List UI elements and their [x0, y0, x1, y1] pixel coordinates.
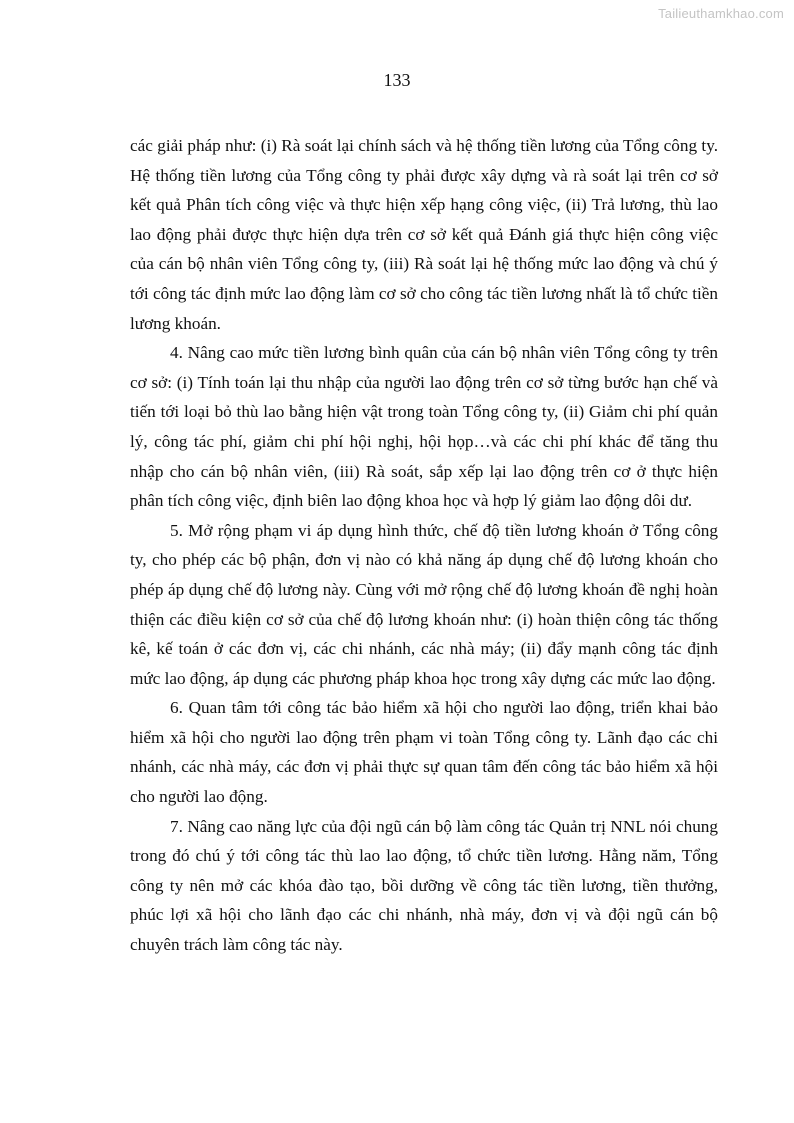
watermark: Tailieuthamkhao.com: [658, 6, 784, 21]
paragraph-item-4: 4. Nâng cao mức tiền lương bình quân của cán bộ nhân viên Tổng công ty trên cơ sở: (i) Tính toán lại thu nhập của người lao động trên cơ sở từng bước hạn chế và tiến tới loại bỏ thù lao bằng hiện vật trong toàn Tổng công ty, (ii) Giảm chi phí quản lý, công tác phí, giảm chi phí hội nghị, hội họp…và các chi phí khác để tăng thu nhập cho cán bộ nhân viên, (iii) Rà soát, sắp xếp lại lao động trên cơ ở thực hiện phân tích công việc, định biên lao động khoa học và hợp lý giảm lao động dôi dư.: [130, 343, 718, 511]
paragraph-item-5: 5. Mở rộng phạm vi áp dụng hình thức, chế độ tiền lương khoán ở Tổng công ty, cho phép các bộ phận, đơn vị nào có khả năng áp dụng chế độ lương khoán cho phép áp dụng chế độ lương này. Cùng với mở rộng chế độ lương khoán đề nghị hoàn thiện các điều kiện cơ sở của chế độ lương khoán như: (i) hoàn thiện công tác thống kê, kế toán ở các đơn vị, các chi nhánh, các nhà máy; (ii) đẩy mạnh công tác định mức lao động, áp dụng các phương pháp khoa học trong xây dựng các mức lao động.: [130, 520, 718, 688]
paragraph-continuation: các giải pháp như: (i) Rà soát lại chính sách và hệ thống tiền lương của Tổng công ty. Hệ thống tiền lương của Tổng công ty phải được xây dựng và rà soát lại trên cơ sở kết quả Phân tích công việc và thực hiện xếp hạng công việc, (ii) Trả lương, thù lao lao động phải được thực hiện dựa trên cơ sở kết quả Đánh giá thực hiện công việc của cán bộ nhân viên Tổng công ty, (iii) Rà soát lại hệ thống mức lao động và chú ý tới công tác định mức lao động làm cơ sở cho công tác tiền lương nhất là tổ chức tiền lương khoán.: [130, 136, 718, 333]
page-number: 133: [383, 70, 411, 90]
paragraph-item-6: 6. Quan tâm tới công tác bảo hiểm xã hội cho người lao động, triển khai bảo hiểm xã hội cho người lao động trên phạm vi toàn Tổng công ty. Lãnh đạo các chi nhánh, các nhà máy, các đơn vị phải thực sự quan tâm đến công tác bảo hiểm xã hội cho người lao động.: [130, 698, 718, 807]
document-body: [130, 131, 718, 960]
paragraph-item-7: 7. Nâng cao năng lực của đội ngũ cán bộ làm công tác Quản trị NNL nói chung trong đó chú ý tới công tác thù lao lao động, tổ chức tiền lương. Hằng năm, Tổng công ty nên mở các khóa đào tạo, bồi dưỡng về công tác tiền lương, tiền thưởng, phúc lợi xã hội cho lãnh đạo các chi nhánh, nhà máy, đơn vị và đội ngũ cán bộ chuyên trách làm công tác này.: [130, 816, 718, 955]
